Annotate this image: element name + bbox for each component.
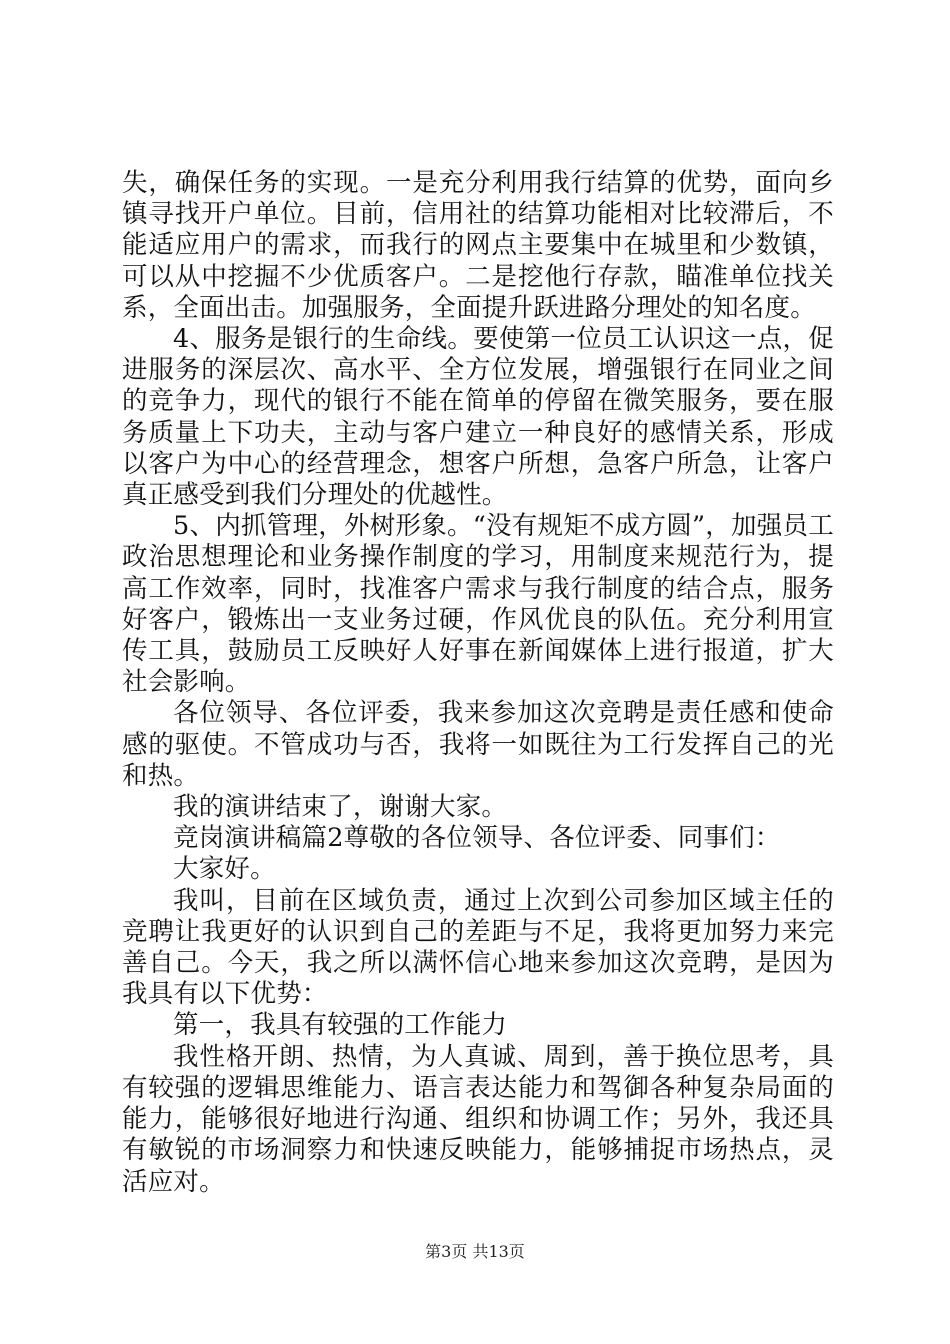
paragraph-5: 我的演讲结束了，谢谢大家。 <box>173 792 508 823</box>
paragraph-10: 我性格开朗、热情，为人真诚、周到，善于换位思考，具有较强的逻辑思维能力、语言表达能力和驾御各种复杂局面的能力，能够很好地进行沟通、组织和协调工作；另外，我还具有敏锐的市场洞察力和快速反映能力，能够捕捉市场热点，灵活应对。 <box>122 1041 834 1197</box>
paragraph-2: 4、服务是银行的生命线。要使第一位员工认识这一点，促进服务的深层次、高水平、全方位发展，增强银行在同业之间的竞争力，现代的银行不能在简单的停留在微笑服务，要在服务质量上下功夫，主动与客户建立一种良好的感情关系，形成以客户为中心的经营理念，想客户所想，急客户所急，让客户真正感受到我们分理处的优越性。 <box>122 324 834 511</box>
paragraph-9: 第一，我具有较强的工作能力 <box>173 1010 508 1041</box>
document-body <box>122 168 834 1198</box>
paragraph-4: 各位领导、各位评委，我来参加这次竞聘是责任感和使命感的驱使。不管成功与否，我将一如既往为工行发挥自己的光和热。 <box>122 698 834 791</box>
paragraph-7: 大家好。 <box>173 854 276 885</box>
paragraph-8: 我叫，目前在区域负责，通过上次到公司参加区域主任的竞聘让我更好的认识到自己的差距与不足，我将更加努力来完善自己。今天，我之所以满怀信心地来参加这次竞聘，是因为我具有以下优势： <box>122 885 834 1010</box>
paragraph-1: 失，确保任务的实现。一是充分利用我行结算的优势，面向乡镇寻找开户单位。目前，信用社的结算功能相对比较滞后，不能适应用户的需求，而我行的网点主要集中在城里和少数镇，可以从中挖掘不少优质客户。二是挖他行存款，瞄准单位找关系，全面出击。加强服务，全面提升跃进路分理处的知名度。 <box>122 168 834 323</box>
paragraph-6: 竞岗演讲稿篇2尊敬的各位领导、各位评委、同事们： <box>173 823 781 854</box>
page-number-footer: 第3页 共13页 <box>425 1242 525 1261</box>
paragraph-3: 5、内抓管理，外树形象。“没有规矩不成方圆”，加强员工政治思想理论和业务操作制度的学习，用制度来规范行为，提高工作效率，同时，找准客户需求与我行制度的结合点，服务好客户，锻炼出一支业务过硬，作风优良的队伍。充分利用宣传工具，鼓励员工反映好人好事在新闻媒体上进行报道，扩大社会影响。 <box>122 511 834 698</box>
